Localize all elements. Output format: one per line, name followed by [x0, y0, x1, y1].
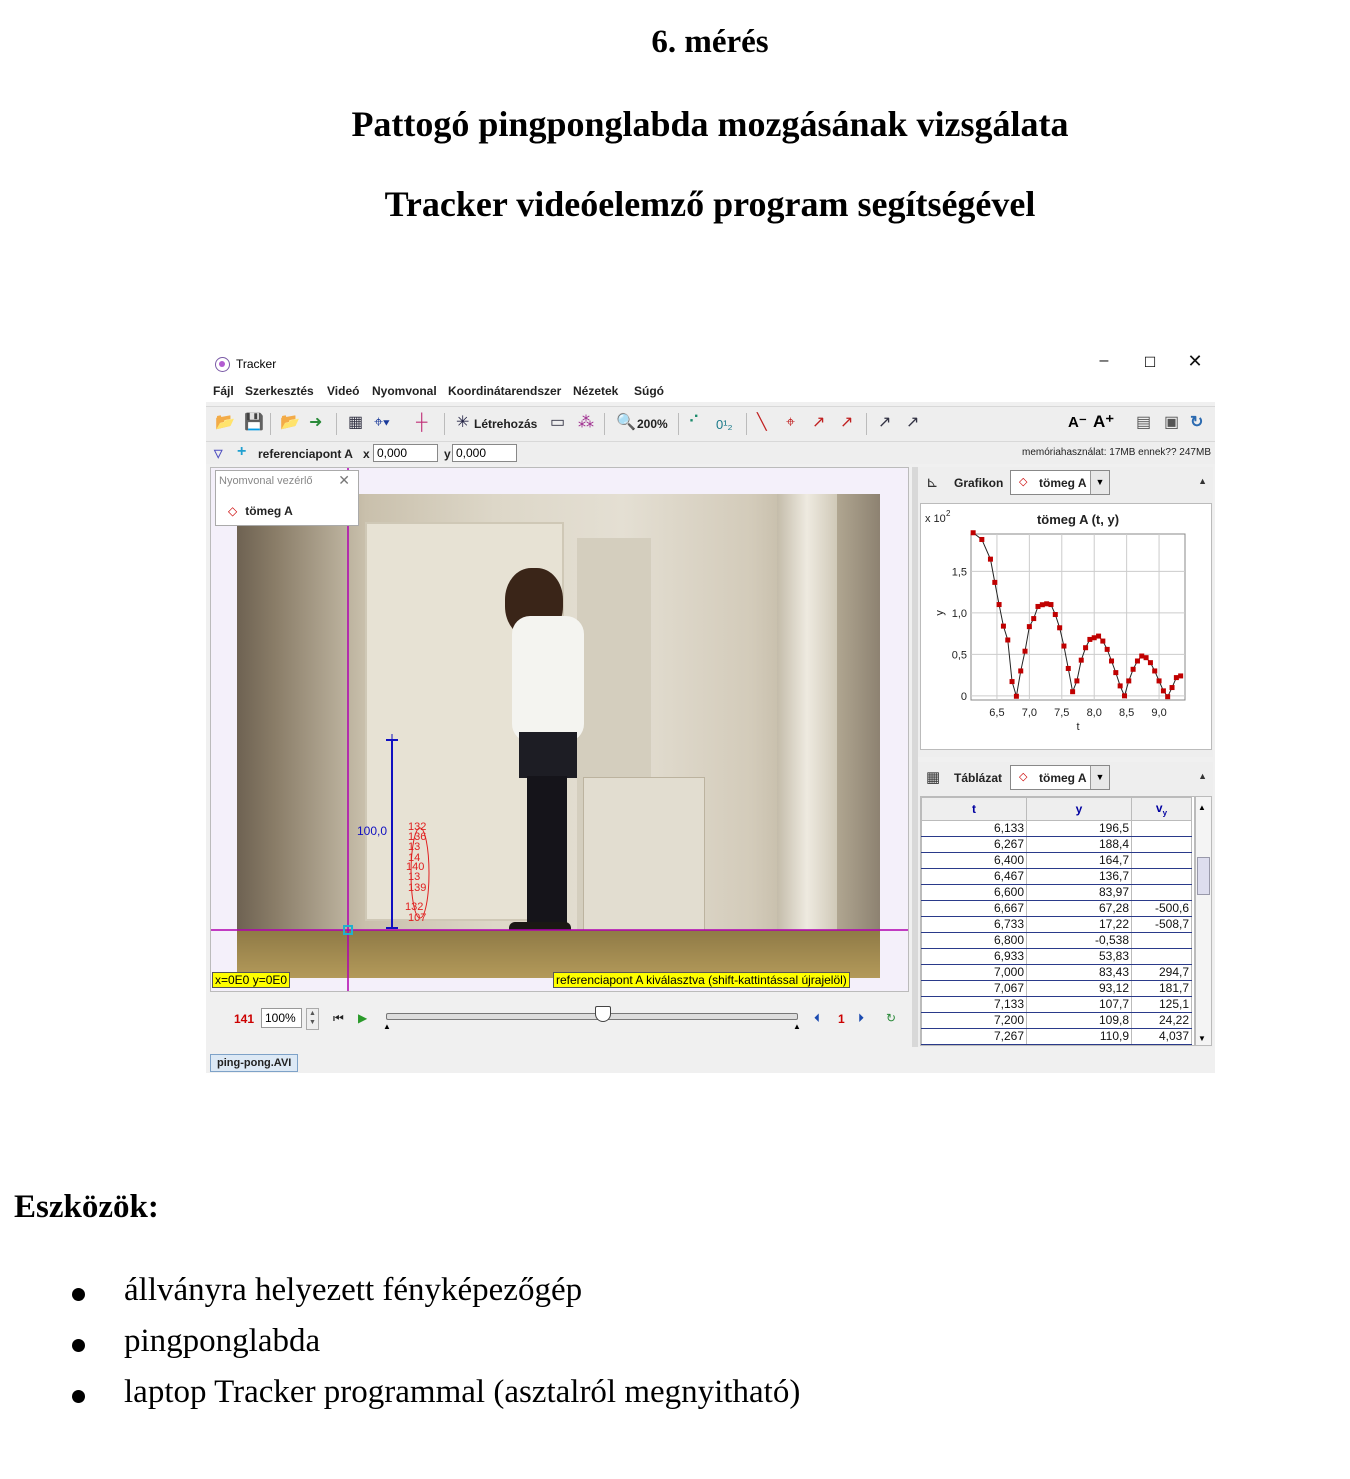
- track-control-panel[interactable]: [215, 470, 359, 526]
- save-icon[interactable]: 💾: [244, 414, 264, 431]
- data-point: [1109, 658, 1114, 663]
- memory-usage: memóriahasználat: 17MB ennek?? 247MB: [1022, 447, 1211, 458]
- data-point: [1135, 658, 1140, 663]
- cell-vy[interactable]: [1132, 885, 1192, 901]
- data-point: [1178, 673, 1183, 678]
- x-tick-label: 7,0: [1021, 707, 1038, 719]
- tracks-icon[interactable]: ▭: [550, 414, 566, 431]
- data-point: [1053, 612, 1058, 617]
- x-label: x: [363, 447, 370, 461]
- cell-y[interactable]: 83,97: [1027, 885, 1132, 901]
- cell-y[interactable]: 107,7: [1027, 997, 1132, 1013]
- graph-icon: ⊾: [926, 474, 939, 491]
- vector-sum-icon[interactable]: ↗: [878, 414, 892, 431]
- table-row[interactable]: [922, 997, 1192, 1013]
- selection-status: referenciapont A kiválasztva (shift-kattintással újrajelöl): [553, 972, 850, 988]
- y-field[interactable]: 0,000: [452, 444, 517, 462]
- scale-exponent: 2: [946, 509, 951, 518]
- collapse-icon[interactable]: ▲: [1198, 771, 1207, 781]
- cell-vy[interactable]: [1132, 837, 1192, 853]
- data-point: [1048, 602, 1053, 607]
- player-bar: [210, 1002, 907, 1036]
- cell-vy[interactable]: [1132, 869, 1192, 885]
- close-track-control-icon[interactable]: ✕: [338, 472, 350, 488]
- table-track-name: tömeg A: [1039, 771, 1087, 785]
- cell-vy[interactable]: -500,6: [1132, 901, 1192, 917]
- cell-vy[interactable]: 125,1: [1132, 997, 1192, 1013]
- data-point: [992, 580, 997, 585]
- svg-text:13: 13: [408, 871, 421, 883]
- data-point: [1070, 689, 1075, 694]
- table-track-select[interactable]: [1010, 765, 1110, 790]
- step-size[interactable]: 1: [838, 1012, 845, 1026]
- rewind-icon[interactable]: ⏮: [333, 1011, 344, 1025]
- cell-t[interactable]: 6,667: [922, 901, 1027, 917]
- cell-t[interactable]: 7,200: [922, 1013, 1027, 1029]
- cell-y[interactable]: 164,7: [1027, 853, 1132, 869]
- trails-icon[interactable]: ⁂: [578, 414, 594, 431]
- x-axis-label: t: [1076, 721, 1080, 733]
- close-icon[interactable]: ✕: [1187, 351, 1203, 371]
- tracker-window: [206, 350, 1215, 1073]
- svg-text:107: 107: [408, 912, 427, 924]
- menu-help[interactable]: Súgó: [634, 384, 664, 398]
- cell-t[interactable]: 6,933: [922, 949, 1027, 965]
- svg-text:139: 139: [408, 882, 427, 894]
- table-row[interactable]: [922, 1013, 1192, 1029]
- data-point: [1126, 678, 1131, 683]
- cell-t[interactable]: 6,467: [922, 869, 1027, 885]
- document-title: Pattogó pingponglabda mozgásának vizsgálata: [351, 104, 1069, 144]
- data-point: [1079, 658, 1084, 663]
- font-decrease-icon[interactable]: A⁻: [1068, 414, 1087, 431]
- diamond-icon: ◇: [1019, 476, 1028, 488]
- data-point: [1061, 644, 1066, 649]
- notes-icon[interactable]: ▤: [1136, 414, 1152, 431]
- column-vy[interactable]: $v_y$: [1132, 798, 1192, 821]
- table-label: Táblázat: [954, 771, 1003, 785]
- maximize-icon[interactable]: ☐: [1143, 354, 1157, 370]
- y-tick-label: 0,5: [951, 649, 967, 662]
- cell-vy[interactable]: 24,22: [1132, 1013, 1192, 1029]
- svg-text:140: 140: [406, 861, 425, 873]
- data-point: [1014, 694, 1019, 699]
- data-point: [1027, 624, 1032, 629]
- play-icon[interactable]: ▶: [358, 1011, 368, 1025]
- cell-t[interactable]: 6,267: [922, 837, 1027, 853]
- data-point: [1161, 688, 1166, 693]
- cell-y[interactable]: -0,538: [1027, 933, 1132, 949]
- cell-y[interactable]: 53,83: [1027, 949, 1132, 965]
- menu-coordinate-system[interactable]: Koordinátarendszer: [448, 384, 562, 398]
- x-tick-label: 7,5: [1054, 707, 1070, 719]
- menu-bar: [206, 378, 1215, 402]
- table-panel: [918, 762, 1213, 1047]
- cell-y[interactable]: 109,8: [1027, 1013, 1132, 1029]
- data-point: [1152, 668, 1157, 673]
- data-point: [1087, 637, 1092, 642]
- frame-number: 141: [234, 1012, 255, 1026]
- cell-vy[interactable]: 4,037: [1132, 1029, 1192, 1045]
- zoom-spinner[interactable]: ▲ ▼: [306, 1008, 319, 1030]
- table-row[interactable]: [922, 1029, 1192, 1045]
- data-point: [1010, 679, 1015, 684]
- timeline-thumb[interactable]: [595, 1006, 611, 1022]
- track-control-title: Nyomvonal vezérlő: [219, 475, 313, 487]
- data-point: [1139, 654, 1144, 659]
- svg-text:136: 136: [408, 831, 427, 843]
- data-point: [1001, 624, 1006, 629]
- loop-icon[interactable]: ↻: [886, 1011, 897, 1025]
- step-back-icon[interactable]: ⏴: [814, 1011, 821, 1025]
- data-point: [1144, 655, 1149, 660]
- table-row[interactable]: [922, 981, 1192, 997]
- tracker-logo-icon: [215, 357, 230, 372]
- data-point: [1157, 678, 1162, 683]
- graph-track-name: tömeg A: [1039, 476, 1087, 490]
- data-point: [1031, 616, 1036, 621]
- main-toolbar: [206, 406, 1215, 442]
- cell-t[interactable]: 6,600: [922, 885, 1027, 901]
- x-field[interactable]: 0,000: [373, 444, 438, 462]
- window-titlebar: [206, 350, 1215, 378]
- data-point: [1044, 601, 1049, 606]
- calibration-tools-icon[interactable]: ⌖▾: [374, 414, 390, 431]
- collapse-icon[interactable]: ▲: [1198, 476, 1207, 486]
- reference-point-label: referenciapont A: [258, 447, 353, 461]
- table-scrollbar[interactable]: [1195, 796, 1212, 1046]
- y-label: y: [444, 447, 451, 461]
- table-icon: ▦: [926, 769, 941, 786]
- track-item[interactable]: ◇ tömeg A: [228, 504, 293, 518]
- table-row[interactable]: [922, 901, 1192, 917]
- cell-y[interactable]: 188,4: [1027, 837, 1132, 853]
- chart-title: tömeg A (t, y): [1036, 512, 1120, 527]
- cell-y[interactable]: 17,22: [1027, 917, 1132, 933]
- scroll-thumb[interactable]: [1197, 857, 1210, 895]
- create-button[interactable]: Létrehozás: [474, 417, 538, 431]
- data-point: [1023, 649, 1028, 654]
- data-point: [1170, 685, 1175, 690]
- cell-vy[interactable]: 294,7: [1132, 965, 1192, 981]
- x-tick-label: 9,0: [1151, 707, 1167, 719]
- cell-y[interactable]: 196,5: [1027, 821, 1132, 837]
- svg-text:132: 132: [408, 821, 427, 833]
- data-point: [1113, 670, 1118, 675]
- data-point: [1040, 602, 1045, 607]
- cell-y[interactable]: 67,28: [1027, 901, 1132, 917]
- graph-label: Grafikon: [954, 476, 1004, 490]
- start-marker-icon[interactable]: ▲: [383, 1022, 391, 1031]
- diamond-icon: ◇: [1019, 771, 1028, 783]
- cell-t[interactable]: 7,067: [922, 981, 1027, 997]
- data-point: [1074, 678, 1079, 683]
- file-tab[interactable]: ping-pong.AVI: [210, 1054, 298, 1072]
- data-point: [1083, 645, 1088, 650]
- data-point: [1096, 634, 1101, 639]
- table-row[interactable]: [922, 949, 1192, 965]
- create-icon[interactable]: ✳: [456, 414, 470, 431]
- column-y[interactable]: y: [1027, 798, 1132, 821]
- export-icon[interactable]: ➜: [309, 414, 323, 431]
- clip-settings-icon[interactable]: ▦: [348, 414, 364, 431]
- labels-icon[interactable]: 0¹₂: [716, 417, 733, 432]
- cell-t[interactable]: 6,133: [922, 821, 1027, 837]
- table-row[interactable]: [922, 837, 1192, 853]
- cell-y[interactable]: 136,7: [1027, 869, 1132, 885]
- step-forward-icon[interactable]: ⏵: [858, 1011, 865, 1025]
- data-point: [1148, 660, 1153, 665]
- data-point: [971, 530, 976, 535]
- window-title: Tracker: [236, 357, 277, 371]
- cell-vy[interactable]: -508,7: [1132, 917, 1192, 933]
- menu-file[interactable]: Fájl: [213, 384, 234, 398]
- data-table-area[interactable]: [920, 796, 1195, 1046]
- table-row[interactable]: [922, 933, 1192, 949]
- diamond-icon: ◇: [228, 504, 238, 518]
- data-point: [1105, 647, 1110, 652]
- data-point: [1122, 693, 1127, 698]
- x-tick-label: 8,0: [1086, 707, 1102, 719]
- data-point: [1165, 694, 1170, 699]
- data-point: [1035, 604, 1040, 609]
- zoom-field[interactable]: 100%: [261, 1008, 302, 1028]
- cell-vy[interactable]: 181,7: [1132, 981, 1192, 997]
- graph-panel: [918, 467, 1213, 757]
- track-menu-icon[interactable]: ▽: [214, 448, 223, 460]
- open-folder-icon[interactable]: 📂: [215, 414, 235, 431]
- tools-heading: Eszközök:: [14, 1189, 159, 1225]
- data-point: [1100, 639, 1105, 644]
- minimize-icon[interactable]: –: [1099, 352, 1109, 369]
- cell-vy[interactable]: [1132, 821, 1192, 837]
- acceleration-icon[interactable]: ↗: [840, 414, 854, 431]
- table-row[interactable]: [922, 853, 1192, 869]
- document-subtitle: Tracker videóelemző program segítségével: [384, 184, 1036, 224]
- data-point: [1092, 635, 1097, 640]
- data-point: [1005, 637, 1010, 642]
- cell-y[interactable]: 83,43: [1027, 965, 1132, 981]
- cell-y[interactable]: 93,12: [1027, 981, 1132, 997]
- data-point: [1131, 667, 1136, 672]
- y-tick-label: 0: [960, 690, 967, 703]
- video-overlay: [211, 468, 908, 991]
- font-increase-icon[interactable]: A⁺: [1093, 412, 1115, 431]
- graph-track-select[interactable]: [1010, 470, 1110, 495]
- cell-t[interactable]: 6,800: [922, 933, 1027, 949]
- menu-track[interactable]: Nyomvonal: [372, 384, 437, 398]
- properties-icon[interactable]: ▣: [1164, 414, 1180, 431]
- data-table[interactable]: [921, 797, 1192, 1045]
- open-library-icon[interactable]: 📂: [280, 414, 300, 431]
- ball-position-marks: [405, 821, 429, 924]
- cell-t[interactable]: 7,000: [922, 965, 1027, 981]
- menu-views[interactable]: Nézetek: [573, 384, 619, 398]
- data-point: [979, 537, 984, 542]
- cell-t[interactable]: 7,133: [922, 997, 1027, 1013]
- scroll-down-icon[interactable]: ▼: [1198, 1034, 1206, 1043]
- cell-vy[interactable]: [1132, 853, 1192, 869]
- center-of-mass-icon[interactable]: ↗: [906, 414, 920, 431]
- zoom-level[interactable]: 200%: [637, 417, 668, 431]
- y-tick-label: 1,5: [951, 566, 967, 579]
- data-point: [997, 602, 1002, 607]
- data-point: [1066, 666, 1071, 671]
- menu-edit[interactable]: Szerkesztés: [245, 384, 314, 398]
- svg-text:13: 13: [408, 841, 421, 853]
- data-point: [1018, 668, 1023, 673]
- coordinate-axes-icon[interactable]: ┼: [416, 414, 428, 431]
- table-row[interactable]: [922, 965, 1192, 981]
- position-marks-icon[interactable]: ⠊: [688, 414, 700, 431]
- path-icon[interactable]: ╲: [757, 414, 767, 431]
- cursor-coords-status: x=0E0 y=0E0: [212, 972, 290, 988]
- x-tick-label: 6,5: [989, 707, 1005, 719]
- y-tick-label: 1,0: [951, 607, 967, 620]
- scale-label: x 10: [925, 513, 946, 525]
- point-info-bar: [206, 442, 1215, 464]
- menu-video[interactable]: Videó: [327, 384, 360, 398]
- data-point: [1174, 675, 1179, 680]
- document-heading: 6. mérés: [651, 24, 769, 60]
- calibration-length-label: 100,0: [357, 824, 388, 838]
- y-axis-label: y: [934, 610, 946, 616]
- data-point: [1118, 683, 1123, 688]
- cell-vy[interactable]: [1132, 949, 1192, 965]
- table-row[interactable]: [922, 917, 1192, 933]
- svg-text:14: 14: [408, 852, 421, 864]
- position-icon[interactable]: ⌖: [786, 414, 796, 431]
- zoom-icon[interactable]: 🔍: [616, 414, 636, 431]
- svg-text:132: 132: [405, 901, 424, 913]
- chevron-down-icon[interactable]: ▼: [1090, 766, 1109, 789]
- end-marker-icon[interactable]: ▲: [793, 1022, 801, 1031]
- data-point: [1057, 625, 1062, 630]
- graph-area[interactable]: [920, 503, 1212, 750]
- cell-vy[interactable]: [1132, 933, 1192, 949]
- table-row[interactable]: [922, 821, 1192, 837]
- column-t[interactable]: t: [922, 798, 1027, 821]
- cell-t[interactable]: 6,733: [922, 917, 1027, 933]
- timeline-slider[interactable]: [386, 1013, 798, 1020]
- refresh-icon[interactable]: ↻: [1190, 414, 1204, 431]
- scroll-up-icon[interactable]: ▲: [1198, 803, 1206, 812]
- cell-t[interactable]: 6,400: [922, 853, 1027, 869]
- cell-y[interactable]: 110,9: [1027, 1029, 1132, 1045]
- table-row[interactable]: [922, 869, 1192, 885]
- chevron-down-icon[interactable]: ▼: [1090, 471, 1109, 494]
- x-tick-label: 8,5: [1118, 707, 1135, 719]
- add-point-icon[interactable]: +: [237, 443, 247, 460]
- cell-t[interactable]: 7,267: [922, 1029, 1027, 1045]
- position-chart: [921, 504, 1211, 749]
- velocity-icon[interactable]: ↗: [812, 414, 826, 431]
- table-row[interactable]: [922, 885, 1192, 901]
- video-panel[interactable]: [210, 467, 909, 992]
- data-point: [988, 557, 993, 562]
